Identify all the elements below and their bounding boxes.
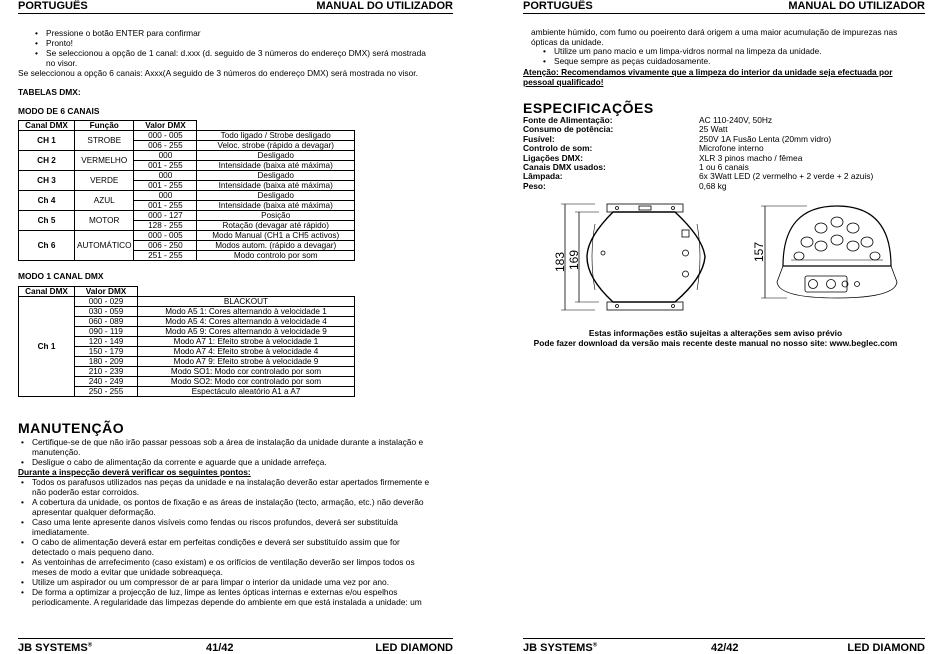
list-item: • A cobertura da unidade, os pontos de fixação e as áreas de instalação (tecto, armação, etc.) não deverão apresentar qualquer deformação. xyxy=(18,497,430,517)
description-cell: Desligado xyxy=(197,191,355,201)
description-cell: Todo ligado / Strobe desligado xyxy=(197,131,355,141)
list-item: • Seque sempre as peças cuidadosamente. xyxy=(540,56,900,66)
list-item: • De forma a optimizar a projecção de luz, limpe as lentes ópticas internas e externas e/ou espelhos periodicamente. A regularidade das limpezas depende do ambiente em que está instalada a unidade: um xyxy=(18,587,430,607)
description-cell: Intensidade (baixa até máxima) xyxy=(197,201,355,211)
description-cell: Modo A7 9: Efeito strobe à velocidade 9 xyxy=(138,357,355,367)
continued-paragraph: ambiente húmido, com fumo ou poeirento dará origem a uma maior acumulação de impurezas nas ópticas da unidade. xyxy=(531,27,898,47)
description-cell: Intensidade (baixa até máxima) xyxy=(197,161,355,171)
maintenance-list-b xyxy=(18,477,430,607)
dmx-value-cell: 001 - 255 xyxy=(134,161,197,171)
function-cell: MOTOR xyxy=(75,211,134,231)
page-number: 42/42 xyxy=(711,642,739,654)
column-header: Valor DMX xyxy=(134,121,197,131)
column-header: Valor DMX xyxy=(75,287,138,297)
dmx-value-cell: 000 - 005 xyxy=(134,131,197,141)
description-cell: Intensidade (baixa até máxima) xyxy=(197,181,355,191)
dmx-value-cell: 000 - 127 xyxy=(134,211,197,221)
description-cell: BLACKOUT xyxy=(138,297,355,307)
table-row xyxy=(19,297,355,307)
dmx-value-cell: 030 - 059 xyxy=(75,307,138,317)
footer-brand: JB SYSTEMS® xyxy=(18,642,93,654)
list-item: • Pronto! xyxy=(32,38,426,48)
function-cell: AUTOMÁTICO xyxy=(75,231,134,261)
description-cell: Modo SO2: Modo cor controlado por som xyxy=(138,377,355,387)
page-42 xyxy=(475,0,950,654)
description-cell: Modo A5 9: Cores alternando à velocidade 9 xyxy=(138,327,355,337)
dmx-value-cell: 006 - 255 xyxy=(134,141,197,151)
channel-cell: Ch 4 xyxy=(19,191,75,211)
dmx-value-cell: 210 - 239 xyxy=(75,367,138,377)
spec-label: Lâmpada: xyxy=(523,171,563,182)
footer-product: LED DIAMOND xyxy=(847,642,925,654)
list-item: • Certifique-se de que não irão passar pessoas sob a área de instalação da unidade durante a instalação e manutenção. xyxy=(18,437,430,457)
dmx-value-cell: 090 - 119 xyxy=(75,327,138,337)
dmx-tables-heading: TABELAS DMX: xyxy=(18,87,81,97)
function-cell: VERDE xyxy=(75,171,134,191)
description-cell: Modo A5 1: Cores alternando à velocidade 1 xyxy=(138,307,355,317)
list-item: • Pressione o botão ENTER para confirmar xyxy=(32,28,426,38)
list-item: • O cabo de alimentação deverá estar em perfeitas condições e deverá ser substituído assim que for detectado o mais pequeno dano. xyxy=(18,537,430,557)
page-footer xyxy=(523,638,925,653)
description-cell: Modo A7 4: Efeito strobe à velocidade 4 xyxy=(138,347,355,357)
maintenance-heading: MANUTENÇÃO xyxy=(18,420,125,436)
description-cell: Veloc. strobe (rápido a devagar) xyxy=(197,141,355,151)
spec-label: Controlo de som: xyxy=(523,143,593,154)
description-cell: Modo Manual (CH1 a CH5 activos) xyxy=(197,231,355,241)
header-manual-title: MANUAL DO UTILIZADOR xyxy=(316,0,453,12)
footer-brand: JB SYSTEMS® xyxy=(523,642,598,654)
channel-cell: CH 2 xyxy=(19,151,75,171)
table-row xyxy=(19,231,355,241)
table-row xyxy=(19,171,355,181)
specifications-table xyxy=(523,116,873,191)
dmx-value-cell: 006 - 250 xyxy=(134,241,197,251)
page-footer xyxy=(18,638,453,653)
dmx-value-cell: 001 - 255 xyxy=(134,201,197,211)
maintenance-list-a xyxy=(18,437,430,467)
change-notice: Estas informações estão sujeitas a alterações sem aviso prévio xyxy=(588,328,843,338)
column-header xyxy=(197,121,355,131)
spec-label: Fonte de Alimentação: xyxy=(523,115,613,125)
channel-cell: Ch 5 xyxy=(19,211,75,231)
page-header xyxy=(523,0,925,14)
intro-bullet-list xyxy=(32,28,426,68)
dmx-value-cell: 240 - 249 xyxy=(75,377,138,387)
header-manual-title: MANUAL DO UTILIZADOR xyxy=(788,0,925,12)
front-view-drawing xyxy=(555,198,725,316)
attention-note: Atenção: Recomendamos vivamente que a limpeza do interior da unidade seja efectuada por pessoal qualificado! xyxy=(523,67,893,87)
channel-cell: Ch 1 xyxy=(19,297,75,397)
dmx-value-cell: 060 - 089 xyxy=(75,317,138,327)
spec-value: AC 110-240V, 50Hz xyxy=(699,115,773,125)
dimension-169: 169 xyxy=(567,249,581,270)
mode6-table xyxy=(18,120,355,261)
list-item: • As ventoinhas de arrefecimento (caso existam) e os orifícios de ventilação deverão ser limpos todos os meses de modo a evitar que unidade sobreaqueça. xyxy=(18,557,430,577)
spec-value: 250V 1A Fusão Lenta (20mm vidro) xyxy=(699,133,832,144)
spec-value: 1 ou 6 canais xyxy=(699,162,749,173)
dmx-value-cell: 250 - 255 xyxy=(75,387,138,397)
description-cell: Modo A5 4: Cores alternando à velocidade 4 xyxy=(138,317,355,327)
dmx-value-cell: 180 - 209 xyxy=(75,357,138,367)
spec-label: Fusível: xyxy=(523,133,555,144)
description-cell: Espectáculo aleatório A1 a A7 xyxy=(138,387,355,397)
description-cell: Desligado xyxy=(197,171,355,181)
description-cell: Modo SO1: Modo cor controlado por som xyxy=(138,367,355,377)
download-notice: Pode fazer download da versão mais recente deste manual no nosso site: www.beglec.com xyxy=(533,338,898,348)
dmx-value-cell: 001 - 255 xyxy=(134,181,197,191)
dmx-value-cell: 000 xyxy=(134,171,197,181)
dmx-value-cell: 000 xyxy=(134,151,197,161)
footer-product: LED DIAMOND xyxy=(375,642,453,654)
mode1-table xyxy=(18,286,355,397)
spec-label: Consumo de potência: xyxy=(523,124,614,135)
list-item: • Utilize um aspirador ou um compressor de ar para limpar o interior da unidade uma vez por ano. xyxy=(18,577,430,587)
header-language: PORTUGUÊS xyxy=(523,0,593,12)
spec-label: Ligações DMX: xyxy=(523,152,584,163)
specifications-heading: ESPECIFICAÇÕES xyxy=(523,100,654,116)
table-row xyxy=(19,191,355,201)
list-item: • Caso uma lente apresente danos visíveis como fendas ou riscos profundos, deverá ser substituída imediatamente. xyxy=(18,517,430,537)
page-number: 41/42 xyxy=(206,642,234,654)
spec-label: Peso: xyxy=(523,180,546,191)
description-cell: Modos autom. (rápido a devagar) xyxy=(197,241,355,251)
cleaning-bullet-list xyxy=(540,46,900,66)
column-header: Função xyxy=(75,121,134,131)
dmx-value-cell: 000 - 029 xyxy=(75,297,138,307)
list-item: • Todos os parafusos utilizados nas peças da unidade e na instalação deverão estar apertados firmemente e não poderão estar corroidos. xyxy=(18,477,430,497)
spec-value: XLR 3 pinos macho / fêmea xyxy=(699,152,803,163)
function-cell: AZUL xyxy=(75,191,134,211)
description-cell: Posição xyxy=(197,211,355,221)
description-cell: Rotação (devagar até rápido) xyxy=(197,221,355,231)
spec-value: 0,68 kg xyxy=(699,180,727,191)
table-row xyxy=(19,131,355,141)
header-language: PORTUGUÊS xyxy=(18,0,88,12)
table-row xyxy=(19,151,355,161)
spec-row xyxy=(523,182,873,191)
mode1-heading: MODO 1 CANAL DMX xyxy=(18,271,104,281)
list-item: • Desligue o cabo de alimentação da corrente e aguarde que a unidade arrefeça. xyxy=(18,457,430,467)
list-item: • Se seleccionou a opção de 1 canal: d.xxx (d. seguido de 3 números do endereço DMX) será mostrada no visor. xyxy=(32,48,426,68)
side-view-drawing xyxy=(747,198,907,308)
dmx-value-cell: 000 xyxy=(134,191,197,201)
spec-label: Canais DMX usados: xyxy=(523,162,606,173)
column-header: Canal DMX xyxy=(19,287,75,297)
function-cell: VERMELHO xyxy=(75,151,134,171)
spec-value: 25 Watt xyxy=(699,124,728,135)
page-header xyxy=(18,0,453,14)
dimension-157: 157 xyxy=(752,241,766,262)
dimension-183: 183 xyxy=(553,251,567,272)
mode6-heading: MODO DE 6 CANAIS xyxy=(18,106,100,116)
function-cell: STROBE xyxy=(75,131,134,151)
channel-cell: CH 3 xyxy=(19,171,75,191)
dmx-value-cell: 128 - 255 xyxy=(134,221,197,231)
intro-paragraph: Se seleccionou a opção 6 canais: Axxx(A seguido de 3 números do endereço DMX) será mostrada no visor. xyxy=(18,68,418,78)
dmx-value-cell: 251 - 255 xyxy=(134,251,197,261)
spec-value: 6x 3Watt LED (2 vermelho + 2 verde + 2 azuis) xyxy=(699,171,874,182)
description-cell: Modo A7 1: Efeito strobe à velocidade 1 xyxy=(138,337,355,347)
column-header: Canal DMX xyxy=(19,121,75,131)
description-cell: Modo controlo por som xyxy=(197,251,355,261)
column-header xyxy=(138,287,355,297)
description-cell: Desligado xyxy=(197,151,355,161)
channel-cell: CH 1 xyxy=(19,131,75,151)
list-item: • Utilize um pano macio e um limpa-vidros normal na limpeza da unidade. xyxy=(540,46,900,56)
table-row xyxy=(19,211,355,221)
spec-value: Microfone interno xyxy=(699,143,764,154)
channel-cell: Ch 6 xyxy=(19,231,75,261)
dmx-value-cell: 000 - 005 xyxy=(134,231,197,241)
inspection-heading: Durante a inspecção deverá verificar os seguintes pontos: xyxy=(18,467,251,477)
dmx-value-cell: 150 - 179 xyxy=(75,347,138,357)
dmx-value-cell: 120 - 149 xyxy=(75,337,138,347)
